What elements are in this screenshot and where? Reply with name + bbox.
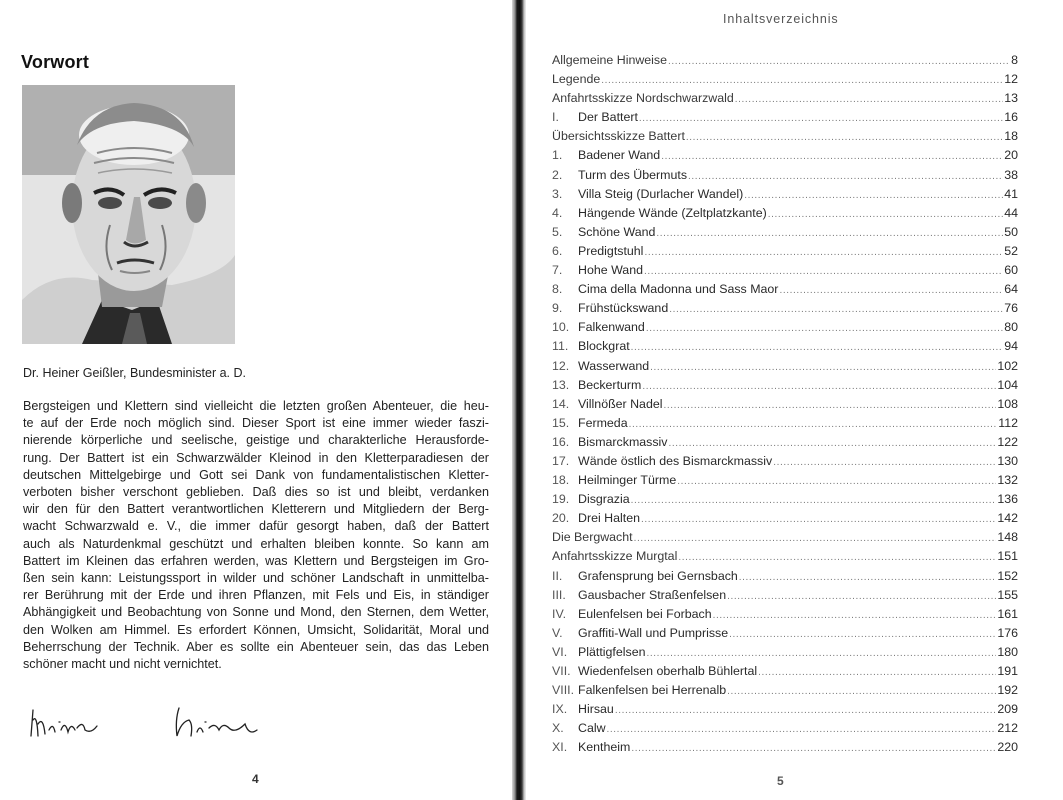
body-line: verboten bisher verschont geblieben. Daß dies so ist und bleibt, verdanken — [23, 485, 489, 500]
body-line: den Wolken am Himmel. Es erfordert Können, Umsicht, Solidarität, Moral und — [23, 622, 489, 637]
page-number: 5 — [777, 774, 784, 788]
toc-entry[interactable] — [552, 721, 1018, 740]
toc-entry-page: 104 — [997, 377, 1018, 392]
toc-entry[interactable] — [552, 129, 1018, 148]
toc-entry-label: Turm des Übermuts — [578, 167, 688, 182]
toc-dot-leader — [713, 610, 997, 621]
toc-entry[interactable] — [552, 244, 1018, 263]
toc-entry-page: 130 — [997, 453, 1018, 468]
toc-entry-page: 212 — [997, 721, 1018, 736]
toc-entry-label: Cima della Madonna und Sass Maor — [578, 282, 779, 297]
toc-entry[interactable] — [552, 683, 1018, 702]
toc-entry-label: Gausbacher Straßenfelsen — [578, 587, 727, 602]
toc-entry-page: 20 — [1004, 148, 1018, 163]
toc-entry[interactable] — [552, 110, 1018, 129]
toc-entry-number: 18. — [552, 473, 570, 488]
toc-entry-number: 13. — [552, 377, 570, 392]
toc-entry-number: 9. — [552, 301, 563, 316]
toc-dot-leader — [773, 457, 996, 468]
toc-entry-label: Predigtstuhl — [578, 243, 644, 258]
toc-entry[interactable] — [552, 549, 1018, 568]
toc-dot-leader — [615, 705, 997, 716]
toc-entry-page: 13 — [1004, 91, 1018, 106]
toc-dot-leader — [688, 171, 1003, 182]
toc-entry-number: VIII. — [552, 683, 575, 698]
toc-entry-number: 2. — [552, 167, 563, 182]
toc-entry-page: 151 — [997, 549, 1018, 564]
toc-entry-number: V. — [552, 625, 563, 640]
toc-entry[interactable] — [552, 473, 1018, 492]
toc-dot-leader — [644, 247, 1003, 258]
table-of-contents — [552, 53, 1018, 759]
toc-entry-label: Eulenfelsen bei Forbach — [578, 606, 712, 621]
toc-entry-label: Der Battert — [578, 110, 638, 125]
toc-entry[interactable] — [552, 740, 1018, 759]
toc-entry-page: 122 — [997, 434, 1018, 449]
toc-entry-page: 176 — [997, 625, 1018, 640]
toc-entry-page: 148 — [997, 530, 1018, 545]
toc-entry-label: Schöne Wand — [578, 224, 656, 239]
toc-dot-leader — [668, 56, 1010, 67]
toc-entry-number: IX. — [552, 702, 568, 717]
toc-entry[interactable] — [552, 187, 1018, 206]
toc-entry-number: VI. — [552, 644, 568, 659]
toc-entry-number: IV. — [552, 606, 567, 621]
toc-entry[interactable] — [552, 359, 1018, 378]
right-page-contents — [526, 0, 1063, 800]
toc-dot-leader — [642, 381, 996, 392]
toc-entry-label: Falkenwand — [578, 320, 645, 335]
toc-entry[interactable] — [552, 339, 1018, 358]
toc-entry-page: 94 — [1004, 339, 1018, 354]
toc-entry[interactable] — [552, 645, 1018, 664]
body-line: deutschen Mittelgebirge und Gott sei Dank von fundamentalistischen Kletter- — [23, 467, 489, 482]
toc-dot-leader — [661, 151, 1003, 162]
toc-entry-number: 12. — [552, 358, 570, 373]
body-line: Beherrschung der Technik. Aber es sollte ein Abenteuer sein, das das Leben — [23, 639, 489, 654]
toc-dot-leader — [735, 94, 1003, 105]
toc-entry-page: 52 — [1004, 243, 1018, 258]
page-title: Vorwort — [21, 52, 90, 72]
toc-dot-leader — [678, 552, 996, 563]
toc-entry-number: 11. — [552, 339, 569, 354]
toc-dot-leader — [646, 323, 1003, 334]
toc-entry[interactable] — [552, 91, 1018, 110]
toc-dot-leader — [686, 132, 1003, 143]
toc-entry-page: 136 — [997, 492, 1018, 507]
left-page-vorwort — [0, 0, 512, 800]
toc-dot-leader — [644, 266, 1003, 277]
toc-entry-label: Wiedenfelsen oberhalb Bühlertal — [578, 664, 758, 678]
toc-entry-page: 80 — [1004, 320, 1018, 335]
body-line: ßen sein kann: Leistungssport in wilder und schöner Landschaft in unmittelba- — [23, 571, 489, 586]
toc-dot-leader — [727, 591, 996, 602]
toc-entry-number: 7. — [552, 263, 563, 278]
toc-dot-leader — [744, 190, 1003, 201]
toc-entry-label: Übersichtsskizze Battert — [552, 129, 685, 144]
toc-entry-number: 16. — [552, 434, 570, 449]
toc-dot-leader — [669, 438, 997, 449]
toc-entry-number: 3. — [552, 186, 563, 201]
body-line: rung. Der Battert ist ein Schwarzwälder Kleinod in den Kletterparadiesen der — [23, 450, 489, 465]
toc-entry-label: Anfahrtsskizze Murgtal — [552, 549, 678, 564]
page-number: 4 — [252, 772, 259, 786]
toc-entry-page: 50 — [1004, 224, 1018, 239]
portrait-caption: Dr. Heiner Geißler, Bundesminister a. D. — [23, 366, 246, 380]
toc-entry-page: 38 — [1004, 167, 1018, 182]
toc-entry[interactable] — [552, 397, 1018, 416]
toc-dot-leader — [727, 686, 996, 697]
toc-entry-label: Allgemeine Hinweise — [552, 53, 668, 67]
toc-entry[interactable] — [552, 511, 1018, 530]
toc-title: Inhaltsverzeichnis — [723, 12, 839, 26]
toc-dot-leader — [601, 75, 1003, 86]
toc-entry-page: 142 — [997, 511, 1018, 526]
toc-entry-label: Legende — [552, 72, 601, 87]
toc-entry-page: 112 — [998, 415, 1018, 430]
toc-entry-page: 220 — [997, 740, 1018, 755]
toc-dot-leader — [779, 285, 1003, 296]
toc-dot-leader — [758, 667, 996, 678]
toc-entry[interactable] — [552, 492, 1018, 511]
toc-entry[interactable] — [552, 263, 1018, 282]
toc-entry-page: 41 — [1004, 186, 1018, 201]
toc-entry[interactable] — [552, 626, 1018, 645]
toc-entry-page: 64 — [1004, 282, 1018, 297]
toc-entry-page: 192 — [997, 683, 1018, 698]
toc-entry-page: 12 — [1004, 72, 1018, 87]
foreword-body — [23, 398, 489, 673]
toc-entry-label: Hohe Wand — [578, 263, 643, 278]
toc-entry-number: 17. — [552, 453, 570, 468]
toc-dot-leader — [647, 648, 997, 659]
toc-entry[interactable] — [552, 454, 1018, 473]
toc-entry-label: Wasserwand — [578, 358, 650, 373]
body-line: rer Berührung mit der Erde und ihren Pflanzen, mit Fels und Eis, in ständiger — [23, 588, 489, 603]
toc-entry-number: 5. — [552, 224, 563, 239]
toc-entry-page: 132 — [997, 473, 1018, 488]
toc-dot-leader — [669, 304, 1003, 315]
toc-entry[interactable] — [552, 588, 1018, 607]
toc-entry-page: 8 — [1011, 53, 1018, 67]
body-line: wir den für den Battert verantwortlichen Kletterern und Mitgliedern der Berg- — [23, 502, 489, 517]
toc-dot-leader — [634, 533, 997, 544]
toc-entry-number: III. — [552, 587, 566, 602]
toc-entry-label: Hängende Wände (Zeltplatzkante) — [578, 205, 767, 220]
toc-entry[interactable] — [552, 282, 1018, 301]
toc-entry-page: 44 — [1004, 205, 1018, 220]
toc-dot-leader — [629, 419, 998, 430]
toc-entry-number: 20. — [552, 511, 570, 526]
toc-entry-number: 19. — [552, 492, 570, 507]
toc-entry[interactable] — [552, 702, 1018, 721]
toc-entry-number: 6. — [552, 243, 563, 258]
toc-entry[interactable] — [552, 435, 1018, 454]
toc-entry-number: VII. — [552, 664, 571, 678]
toc-entry[interactable] — [552, 664, 1018, 683]
toc-entry-number: XI. — [552, 740, 568, 755]
toc-entry-label: Drei Halten — [578, 511, 640, 526]
body-line: nierende körperliche und seelische, geistige und charakterliche Herausforde- — [23, 433, 489, 448]
toc-entry-label: Plättigfelsen — [578, 644, 646, 659]
toc-entry-label: Falkenfelsen bei Herrenalb — [578, 683, 727, 698]
body-line: auch als Naturdenkmal geschützt und erhalten bleiben konnte. So kann am — [23, 536, 489, 551]
toc-entry-page: 60 — [1004, 263, 1018, 278]
toc-entry-label: Heilminger Türme — [578, 473, 677, 488]
portrait-photo — [22, 85, 235, 344]
toc-entry-label: Grafensprung bei Gernsbach — [578, 568, 738, 583]
toc-entry-label: Villnößer Nadel — [578, 396, 663, 411]
toc-entry-page: 155 — [997, 587, 1018, 602]
toc-entry-label: Beckerturm — [578, 377, 642, 392]
toc-entry-label: Die Bergwacht — [552, 530, 633, 545]
toc-entry[interactable] — [552, 72, 1018, 91]
toc-entry[interactable] — [552, 378, 1018, 397]
book-spine-gutter — [512, 0, 526, 800]
toc-entry-label: Graffiti-Wall und Pumprisse — [578, 625, 729, 640]
body-line: Battert im Kleinen das erfahren werden, was Klettern und Bergsteigen im Gro- — [23, 553, 489, 568]
toc-dot-leader — [729, 629, 996, 640]
toc-entry-page: 209 — [997, 702, 1018, 717]
toc-dot-leader — [739, 572, 997, 583]
toc-entry[interactable] — [552, 148, 1018, 167]
body-line: wacht Schwarzwald e. V., die immer dafür gesorgt haben, daß der Battert — [23, 519, 489, 534]
toc-entry-page: 152 — [997, 568, 1018, 583]
toc-entry[interactable] — [552, 320, 1018, 339]
toc-entry[interactable] — [552, 168, 1018, 187]
toc-entry-label: Hirsau — [578, 702, 614, 717]
toc-entry[interactable] — [552, 569, 1018, 588]
toc-entry-page: 76 — [1004, 301, 1018, 316]
toc-entry-number: X. — [552, 721, 564, 736]
toc-entry-page: 180 — [997, 644, 1018, 659]
toc-dot-leader — [656, 228, 1003, 239]
toc-entry-page: 102 — [997, 358, 1018, 373]
toc-entry-number: I. — [552, 110, 559, 125]
toc-entry-label: Bismarckmassiv — [578, 434, 668, 449]
toc-entry-page: 191 — [997, 664, 1018, 678]
toc-entry-label: Blockgrat — [578, 339, 630, 354]
toc-entry[interactable] — [552, 301, 1018, 320]
body-line: Abhängigkeit und Beobachtung von Sonne und Mond, den Sternen, dem Wetter, — [23, 605, 489, 620]
toc-entry[interactable] — [552, 530, 1018, 549]
toc-entry-number: 1. — [552, 148, 563, 163]
toc-entry-number: 15. — [552, 415, 570, 430]
toc-entry-label: Villa Steig (Durlacher Wandel) — [578, 186, 744, 201]
toc-dot-leader — [650, 362, 996, 373]
toc-entry-page: 18 — [1004, 129, 1018, 144]
body-line: te auf der Erde noch möglich sind. Dieser Sport ist eine immer wieder faszi- — [23, 416, 489, 431]
toc-entry-number: 10. — [552, 320, 570, 335]
handwritten-signature — [25, 700, 305, 750]
toc-dot-leader — [607, 724, 997, 735]
toc-entry-label: Frühstückswand — [578, 301, 669, 316]
toc-entry-label: Wände östlich des Bismarckmassiv — [578, 453, 773, 468]
toc-entry[interactable] — [552, 607, 1018, 626]
toc-entry-page: 108 — [997, 396, 1018, 411]
toc-entry-label: Anfahrtsskizze Nordschwarzwald — [552, 91, 734, 106]
toc-entry-label: Fermeda — [578, 415, 628, 430]
toc-entry-page: 161 — [997, 606, 1018, 621]
toc-entry[interactable] — [552, 225, 1018, 244]
toc-dot-leader — [663, 400, 996, 411]
toc-dot-leader — [631, 342, 1004, 353]
toc-entry[interactable] — [552, 206, 1018, 225]
toc-entry[interactable] — [552, 416, 1018, 435]
toc-entry-number: 8. — [552, 282, 563, 297]
toc-entry-number: 4. — [552, 205, 563, 220]
toc-entry-label: Badener Wand — [578, 148, 661, 163]
toc-entry-label: Disgrazia — [578, 492, 630, 507]
toc-dot-leader — [631, 495, 997, 506]
toc-dot-leader — [677, 476, 996, 487]
signature-strokes — [25, 700, 305, 750]
toc-entry-number: II. — [552, 568, 563, 583]
toc-dot-leader — [631, 743, 996, 754]
toc-entry-label: Calw — [578, 721, 606, 736]
toc-entry-label: Kentheim — [578, 740, 631, 755]
toc-dot-leader — [768, 209, 1003, 220]
toc-entry-page: 16 — [1004, 110, 1018, 125]
toc-dot-leader — [639, 113, 1003, 124]
body-line: schöner macht und nicht vernichtet. — [23, 657, 222, 672]
toc-dot-leader — [641, 514, 996, 525]
toc-entry-number: 14. — [552, 396, 570, 411]
portrait-illustration — [22, 85, 235, 344]
body-line: Bergsteigen und Klettern sind vielleicht die letzten großen Abenteuer, die heu- — [23, 399, 489, 413]
toc-entry[interactable] — [552, 53, 1018, 72]
